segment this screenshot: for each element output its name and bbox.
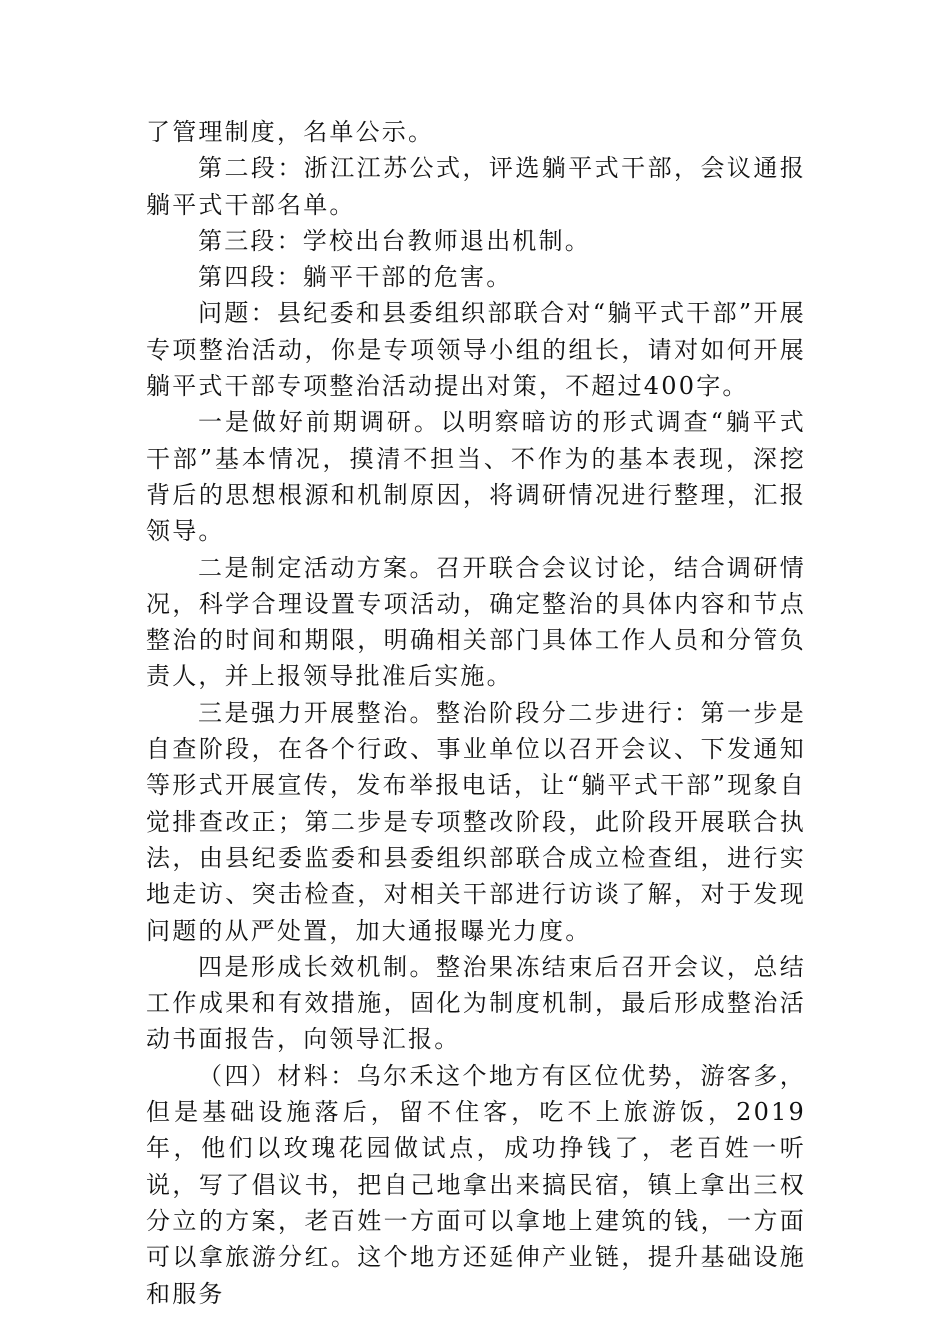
paragraph-answer-1: 一是做好前期调研。以明察暗访的形式调查“躺平式干部”基本情况，摸清不担当、不作为的基本表现，深挖背后的思想根源和机制原因，将调研情况进行整理，汇报领导。 bbox=[146, 408, 806, 546]
document-body bbox=[146, 114, 806, 1312]
paragraph-material-4: （四）材料：乌尔禾这个地方有区位优势，游客多，但是基础设施落后，留不住客，吃不上旅游饭，2019年，他们以玫瑰花园做试点，成功挣钱了，老百姓一听说，写了倡议书，把自己地拿出来搞民宿，镇上拿出三权分立的方案，老百姓一方面可以拿地上建筑的钱，一方面可以拿旅游分红。这个地方还延伸产业链，提升基础设施和服务 bbox=[146, 1061, 806, 1308]
paragraph-answer-4: 四是形成长效机制。整治果冻结束后召开会议，总结工作成果和有效措施，固化为制度机制，最后形成整治活动书面报告，向领导汇报。 bbox=[146, 952, 806, 1054]
paragraph-3: 第三段：学校出台教师退出机制。 bbox=[198, 226, 591, 255]
paragraph-1: 了管理制度，名单公示。 bbox=[146, 118, 435, 146]
paragraph-answer-2: 二是制定活动方案。召开联合会议讨论，结合调研情况，科学合理设置专项活动，确定整治的具体内容和节点整治的时间和期限，明确相关部门具体工作人员和分管负责人，并上报领导批准后实施。 bbox=[146, 553, 806, 691]
paragraph-question: 问题：县纪委和县委组织部联合对“躺平式干部”开展专项整治活动，你是专项领导小组的组长，请对如何开展躺平式干部专项整治活动提出对策，不超过400字。 bbox=[146, 299, 806, 401]
paragraph-4: 第四段：躺平干部的危害。 bbox=[198, 263, 513, 292]
paragraph-2: 第二段：浙江江苏公式，评选躺平式干部，会议通报躺平式干部名单。 bbox=[146, 154, 806, 219]
paragraph-answer-3: 三是强力开展整治。整治阶段分二步进行：第一步是自查阶段，在各个行政、事业单位以召开会议、下发通知等形式开展宣传，发布举报电话，让“躺平式干部”现象自觉排查改正；第二步是专项整改阶段，此阶段开展联合执法，由县纪委监委和县委组织部联合成立检查组，进行实地走访、突击检查，对相关干部进行访谈了解，对于发现问题的从严处置，加大通报曝光力度。 bbox=[146, 698, 806, 945]
